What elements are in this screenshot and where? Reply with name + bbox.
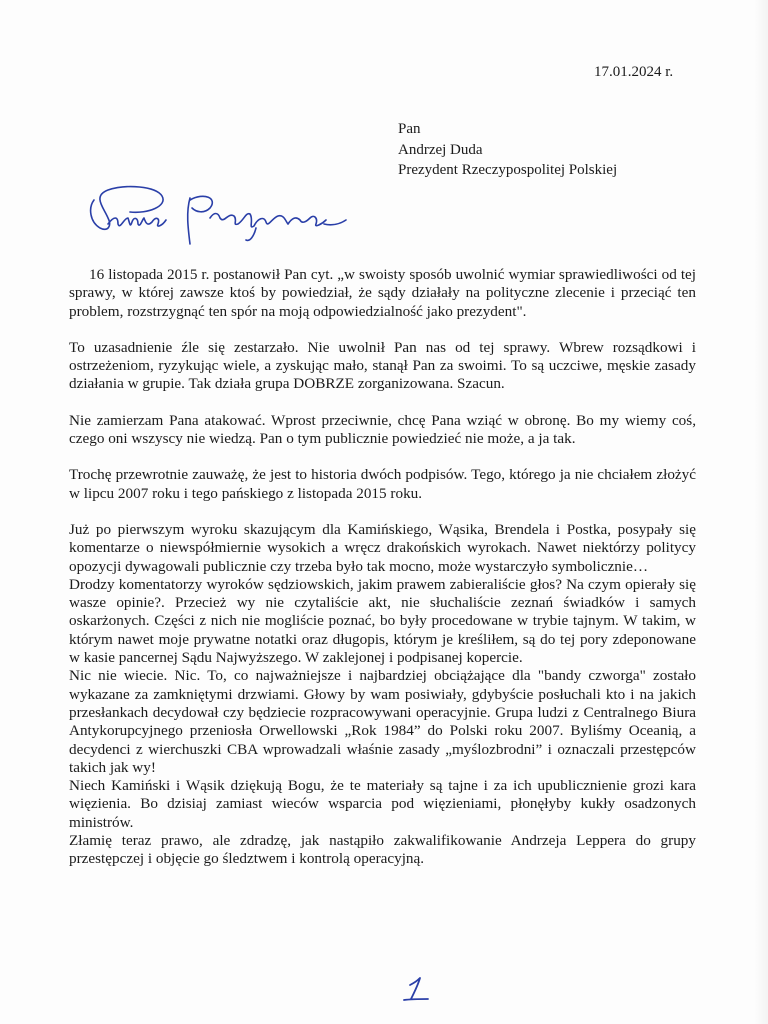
recipient-name: Andrzej Duda [398,141,483,158]
handwritten-page-number [398,975,434,1005]
handwritten-salutation-drawing [78,178,348,248]
handwritten-salutation [78,178,348,248]
body-paragraph-5: Już po pierwszym wyroku skazującym dla Kamińskiego, Wąsika, Brendela i Postka, posypały się komentarze o niewspółmiernie wysokich a wręcz drakońskich wyrokach. Nawet niektórzy politycy opozycji dywagowali publicznie czy trzeba było tak mocno, może wystarczyło symbolicznie… [69,520,696,575]
body-paragraph-8: Niech Kamiński i Wąsik dziękują Bogu, że te materiały są tajne i za ich upublicznienie grozi kara więzienia. Bo dzisiaj zamiast wieców wsparcia pod więzieniami, płonęłyby kukły osadzonych ministrów. [69,777,696,831]
page-number-1-glyph [398,975,434,1005]
body-paragraph-3: Nie zamierzam Pana atakować. Wprost przeciwnie, chcę Pana wziąć w obronę. Bo my wiemy coś, czego oni wszyscy nie wiedzą. Pan o tym publicznie powiedzieć nie może, a ja tak. [69,411,696,448]
body-paragraph-4: Trochę przewrotnie zauważę, że jest to historia dwóch podpisów. Tego, którego ja nie chciałem złożyć w lipcu 2007 roku i tego pańskiego z listopada 2015 roku. [69,466,696,502]
body-paragraph-2: To uzasadnienie źle się zestarzało. Nie uwolnił Pan nas od tej sprawy. Wbrew rozsądkowi i ostrzeżeniom, ryzykując wiele, a zyskując mało, stanął Pan za swoimi. To są uczciwe, męskie zasady działania w grupie. Tak działa grupa DOBRZE zorganizowana. Szacun. [69,338,696,393]
recipient-block [398,119,617,181]
letter-date: 17.01.2024 r. [594,64,674,80]
body-paragraph-7: Nic nie wiecie. Nic. To, co najważniejsze i najbardziej obciążające dla "bandy czworga" zostało wykazane za zamkniętymi drzwiami. Głowy by wam posiwiały, gdybyście posłuchali kto i na jakich przesłankach decydował czy będziecie rozpracowywani operacyjnie. Grupa ludzi z Centralnego Biura Antykorupcyjnego przeniosła Orwellowski „Rok 1984” do Polski roku 2007. Byliśmy Oceanią, a decydenci z wierchuszki CBA wprowadzali właśnie zasady „myślozbrodni” i oznaczali przestępców takich jak wy! [69,667,696,776]
body-paragraph-6: Drodzy komentatorzy wyroków sędziowskich, jakim prawem zabieraliście głos? Na czym opierały się wasze opinie?. Przecież wy nie czytaliście akt, nie słuchaliście zeznań świadków i samych oskarżonych. Części z nich nie mogliście poznać, bo były procedowane w trybie tajnym. W takim, w którym nawet moje prywatne notatki oraz długopis, którym je kreśliłem, są do tej pory zdeponowane w kasie pancernej Sądu Najwyższego. W zaklejonej i podpisanej kopercie. [69,575,696,667]
body-paragraph-1: 16 listopada 2015 r. postanowił Pan cyt. „w swoisty sposób uwolnić wymiar sprawiedliwości od tej sprawy, w której zawsze ktoś by powiedział, że sądy działały na polityczne zlecenie i przeciąć ten problem, rozstrzygnąć ten spór na moją odpowiedzialność jako prezydent". [69,266,696,320]
recipient-title: Pan [398,121,421,137]
body-paragraph-9: Złamię teraz prawo, ale zdradzę, jak nastąpiło zakwalifikowanie Andrzeja Leppera do grupy przestępczej i objęcie go śledztwem i kontrolą operacyjną. [69,832,696,868]
recipient-position: Prezydent Rzeczypospolitej Polskiej [398,162,618,178]
scan-edge-shadow [754,0,768,1024]
letter-body [69,266,696,869]
